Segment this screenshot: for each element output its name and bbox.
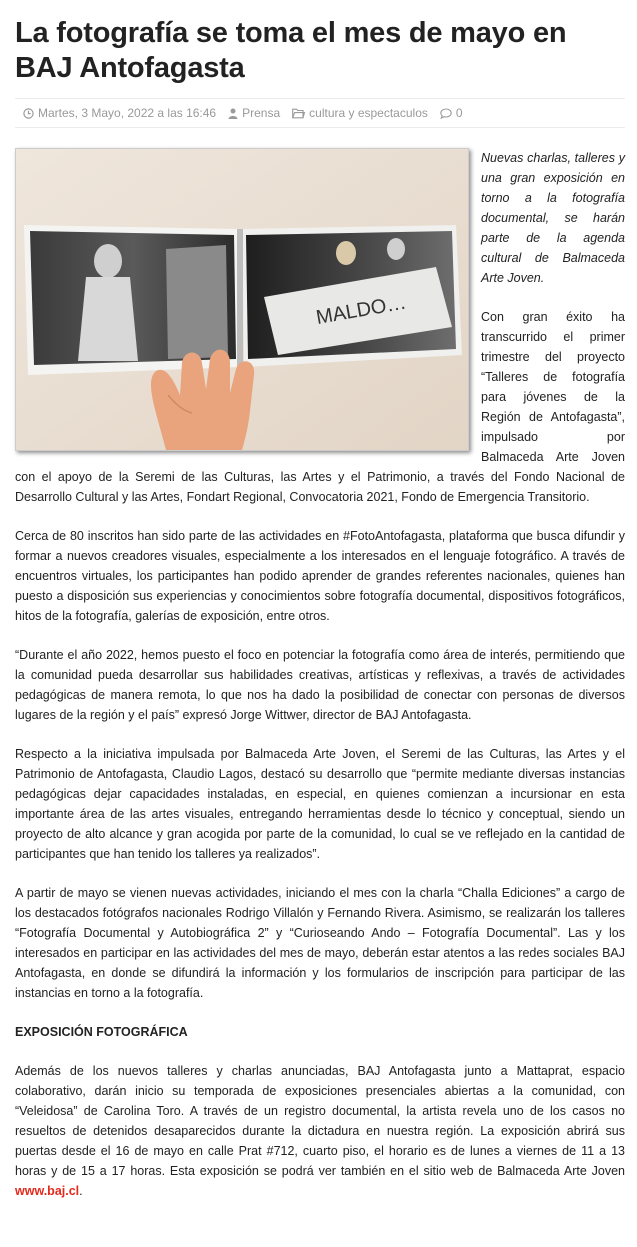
- article: [0, 16, 637, 1201]
- comment-icon: [440, 108, 452, 119]
- final-paragraph-suffix: .: [79, 1184, 83, 1198]
- article-paragraph-1: Con gran éxito ha transcurrido el primer trimestre del proyecto “Talleres de fotografía para jóvenes de la Región de Antofagasta”, impulsado por Balmaceda Arte Joven con el apoyo de la Seremi de las Culturas, las Artes y el Patrimonio, a través del Fondo Nacional de Desarrollo Cultural y las Artes, Fondart Regional, Convocatoria 2021, Fondo de Emergencia Transitorio.: [15, 310, 625, 504]
- article-body: [15, 148, 625, 1201]
- article-lead: Nuevas charlas, talleres y una gran exposición en torno a la fotografía documental, se harán parte de la agenda cultural de Balmaceda Arte Joven.: [481, 151, 625, 285]
- folder-icon: [292, 108, 305, 119]
- section-heading: EXPOSICIÓN FOTOGRÁFICA: [15, 1025, 188, 1039]
- article-paragraph-2: Cerca de 80 inscritos han sido parte de las actividades en #FotoAntofagasta, plataforma que busca difundir y formar a nuevos creadores visuales, especialmente a los interesados en el lenguaje fotográfico. A través de encuentros virtuales, los participantes han podido aprender de grandes referentes nacionales, quienes han puesto a disposición sus experiencias y conocimientos sobre fotografía documental, dispositivos fotográficos, hitos de la fotografía, galerías de exposición, entre otros.: [15, 529, 625, 623]
- meta-comments[interactable]: [440, 106, 463, 120]
- article-photo: [15, 148, 469, 451]
- meta-date-text: Martes, 3 Mayo, 2022 a las 16:46: [38, 106, 217, 120]
- svg-text:MALDO…: MALDO…: [314, 291, 408, 330]
- user-icon: [228, 108, 238, 119]
- final-paragraph-text: Además de los nuevos talleres y charlas anunciadas, BAJ Antofagasta junto a Mattaprat, espacio colaborativo, darán inicio su temporada de exposiciones presenciales abiertas a la comunidad, con “Veleidosa” de Carolina Toro. A través de un registro documental, la artista revela uno de los casos no resueltos de detenidos desaparecidos durante la dictadura en nuestra región. La exposición abrirá sus puertas desde el 16 de mayo en calle Prat #712, cuarto piso, el horario es de lunes a viernes de 11 a 13 horas y de 15 a 17 horas. Esta exposición se podrá ver también en el sitio web de Balmaceda Arte Joven: [15, 1064, 625, 1178]
- article-paragraph-4: Respecto a la iniciativa impulsada por Balmaceda Arte Joven, el Seremi de las Culturas, las Artes y el Patrimonio de Antofagasta, Claudio Lagos, destacó su desarrollo que “permite mediante diversas instancias pedagógicas dejar capacidades instaladas, en especial, en quienes comienzan a incursionar en esta importante área de las artes visuales, entregando herramientas desde lo técnico y conceptual, siendo un proyecto de alto alcance y gran acogida por parte de la comunidad, lo cual se ve reflejado en la cantidad de participantes que han tenido los talleres ya realizados”.: [15, 747, 625, 861]
- clock-icon: [23, 108, 34, 119]
- article-paragraph-final: [15, 1061, 625, 1201]
- meta-date: [23, 106, 216, 120]
- article-paragraph-5: A partir de mayo se vienen nuevas actividades, iniciando el mes con la charla “Challa Ediciones” a cargo de los destacados fotógrafos nacionales Rodrigo Villalón y Fernando Rivera. Asimismo, se realizarán los talleres “Fotografía Documental y Autobiográfica 2” y “Curioseando Ando – Fotografía Documental”. Las y los interesados en participar en las actividades del mes de mayo, deberán estar atentos a las redes sociales BAJ Antofagasta, en donde se difundirá la información y los formularios de inscripción para participar de las instancias en torno a la fotografía.: [15, 886, 625, 1000]
- article-meta: [15, 98, 625, 128]
- baj-website-link[interactable]: www.baj.cl: [15, 1184, 80, 1198]
- meta-author-text: Prensa: [242, 106, 281, 120]
- article-title: La fotografía se toma el mes de mayo en BAJ Antofagasta: [15, 17, 567, 84]
- meta-comments-count: 0: [455, 106, 463, 120]
- meta-category-text: cultura y espectaculos: [309, 106, 428, 120]
- meta-author[interactable]: [228, 106, 280, 120]
- article-paragraph-3: “Durante el año 2022, hemos puesto el foco en potenciar la fotografía como área de interés, permitiendo que la comunidad pueda desarrollar sus habilidades creativas, artísticas y reflexivas, a través de actividades pedagógicas de manera remota, lo que nos ha dado la posibilidad de conectar con personas de diversos lugares de la región y el país” expresó Jorge Wittwer, director de BAJ Antofagasta.: [15, 648, 625, 722]
- meta-category[interactable]: [292, 106, 428, 120]
